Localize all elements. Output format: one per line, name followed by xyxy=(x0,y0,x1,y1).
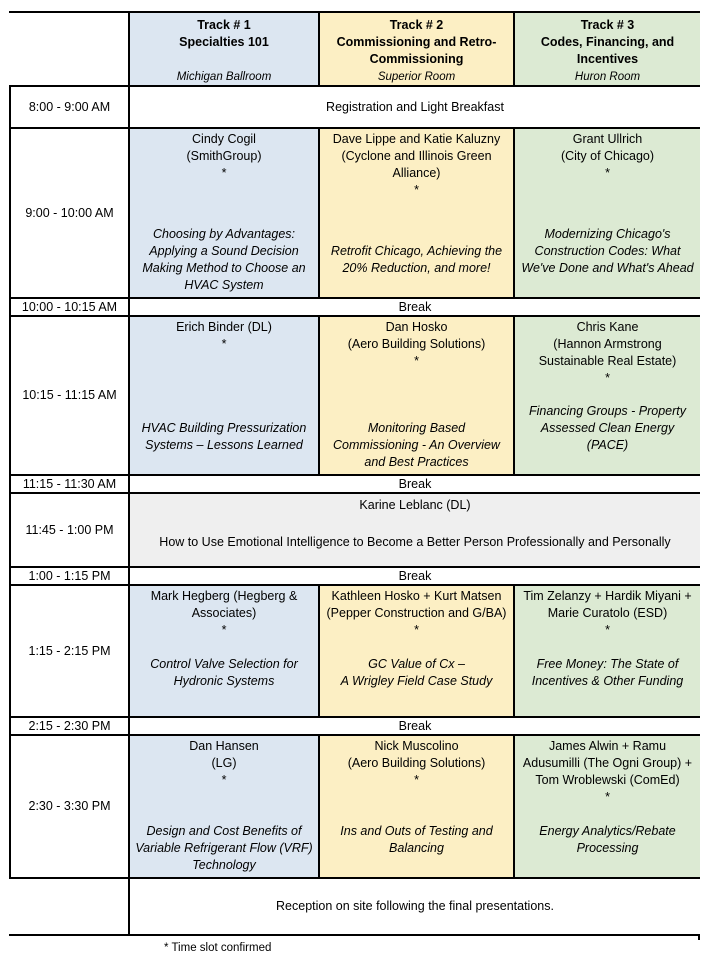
time-cell: 10:15 - 11:15 AM xyxy=(9,317,128,476)
session-topic: Monitoring Based Commissioning - An Overview and Best Practices xyxy=(333,421,500,469)
time-cell: 2:15 - 2:30 PM xyxy=(9,718,128,736)
session-cell xyxy=(318,736,513,879)
time-cell: 1:00 - 1:15 PM xyxy=(9,568,128,586)
time-cell: 1:15 - 2:15 PM xyxy=(9,586,128,718)
session-speaker: Nick Muscolino (Aero Building Solutions) xyxy=(347,739,486,770)
time-cell: 11:45 - 1:00 PM xyxy=(9,494,128,568)
break-cell: Break xyxy=(128,299,700,317)
break-cell: Break xyxy=(128,568,700,586)
session-speaker: Dan Hansen (LG) xyxy=(189,739,259,770)
keynote-cell xyxy=(128,494,700,568)
session-topic: Modernizing Chicago's Construction Codes: What We've Done and What's Ahead xyxy=(521,227,694,275)
session-speaker: Dan Hosko (Aero Building Solutions) xyxy=(347,320,486,351)
track-name: Specialties 101 xyxy=(179,35,269,49)
corner-cell xyxy=(9,13,128,87)
session-topic: Design and Cost Benefits of Variable Refrigerant Flow (VRF) Technology xyxy=(135,824,313,872)
session-speaker: Dave Lippe and Katie Kaluzny (Cyclone and Illinois Green Alliance) xyxy=(332,132,501,180)
reception-cell: Reception on site following the final presentations. xyxy=(128,879,700,936)
track-1-header xyxy=(128,13,318,87)
session-topic: Free Money: The State of Incentives & Other Funding xyxy=(531,657,684,688)
break-cell: Break xyxy=(128,476,700,494)
time-cell: 9:00 - 10:00 AM xyxy=(9,129,128,299)
session-cell xyxy=(513,129,700,299)
session-cell xyxy=(128,586,318,718)
session-topic: Control Valve Selection for Hydronic Systems xyxy=(150,657,298,688)
session-cell xyxy=(513,736,700,879)
session-topic: Retrofit Chicago, Achieving the 20% Reduction, and more! xyxy=(330,244,503,275)
confirmed-mark: * xyxy=(605,790,610,804)
session-speaker: James Alwin + Ramu Adusumilli (The Ogni Group) + Tom Wroblewski (ComEd) xyxy=(522,739,693,787)
session-topic: Financing Groups - Property Assessed Clean Energy (PACE) xyxy=(528,404,686,452)
confirmed-mark: * xyxy=(221,773,227,787)
confirmed-mark: * xyxy=(221,166,227,180)
schedule-table xyxy=(9,11,700,940)
track-number: Track # 1 xyxy=(197,18,251,32)
confirmed-mark: * xyxy=(221,623,227,637)
session-speaker: Mark Hegberg (Hegberg & Associates) xyxy=(150,589,298,620)
track-3-header xyxy=(513,13,700,87)
track-number: Track # 3 xyxy=(580,18,635,32)
confirmed-mark: * xyxy=(605,166,610,180)
session-cell xyxy=(318,586,513,718)
track-name: Codes, Financing, and Incentives xyxy=(540,35,675,66)
session-cell xyxy=(128,129,318,299)
session-speaker: Tim Zelanzy + Hardik Miyani + Marie Curatolo (ESD) xyxy=(523,589,692,620)
track-number: Track # 2 xyxy=(389,18,444,32)
confirmed-mark: * xyxy=(414,773,419,787)
session-cell xyxy=(513,586,700,718)
session-speaker: Grant Ullrich (City of Chicago) xyxy=(560,132,655,163)
session-topic: Choosing by Advantages: Applying a Sound Decision Making Method to Choose an HVAC System xyxy=(142,227,306,292)
time-cell: 10:00 - 10:15 AM xyxy=(9,299,128,317)
track-room: Huron Room xyxy=(574,71,641,83)
confirmed-mark: * xyxy=(414,354,419,368)
session-topic: HVAC Building Pressurization Systems – Lessons Learned xyxy=(141,421,307,452)
session-topic: Energy Analytics/Rebate Processing xyxy=(539,824,676,855)
session-speaker: Erich Binder (DL) xyxy=(176,320,272,334)
time-cell: 8:00 - 9:00 AM xyxy=(9,87,128,129)
session-cell xyxy=(318,129,513,299)
track-room: Michigan Ballroom xyxy=(176,71,272,83)
confirmed-mark: * xyxy=(414,183,419,197)
confirmed-mark: * xyxy=(605,623,610,637)
session-speaker: Kathleen Hosko + Kurt Matsen (Pepper Construction and G/BA) xyxy=(326,589,507,620)
confirmed-mark: * xyxy=(221,337,227,351)
break-cell: Break xyxy=(128,718,700,736)
session-topic: GC Value of Cx – A Wrigley Field Case Study xyxy=(340,657,493,688)
time-cell: 2:30 - 3:30 PM xyxy=(9,736,128,879)
time-cell: 11:15 - 11:30 AM xyxy=(9,476,128,494)
session-cell xyxy=(128,736,318,879)
track-2-header xyxy=(318,13,513,87)
confirmed-mark: * xyxy=(414,623,419,637)
empty-time-cell xyxy=(9,879,128,936)
keynote-speaker: Karine Leblanc (DL) xyxy=(359,498,471,512)
session-cell xyxy=(128,317,318,476)
keynote-topic: How to Use Emotional Intelligence to Become a Better Person Professionally and Personally xyxy=(159,535,671,549)
session-topic: Ins and Outs of Testing and Balancing xyxy=(340,824,493,855)
session-cell xyxy=(318,317,513,476)
track-name: Commissioning and Retro-Commissioning xyxy=(336,35,497,66)
footnote: * Time slot confirmed xyxy=(164,942,272,954)
confirmed-mark: * xyxy=(605,371,610,385)
registration-cell: Registration and Light Breakfast xyxy=(128,87,700,129)
session-speaker: Chris Kane (Hannon Armstrong Sustainable Real Estate) xyxy=(538,320,677,368)
track-room: Superior Room xyxy=(377,71,456,83)
session-cell xyxy=(513,317,700,476)
session-speaker: Cindy Cogil (SmithGroup) xyxy=(186,132,262,163)
